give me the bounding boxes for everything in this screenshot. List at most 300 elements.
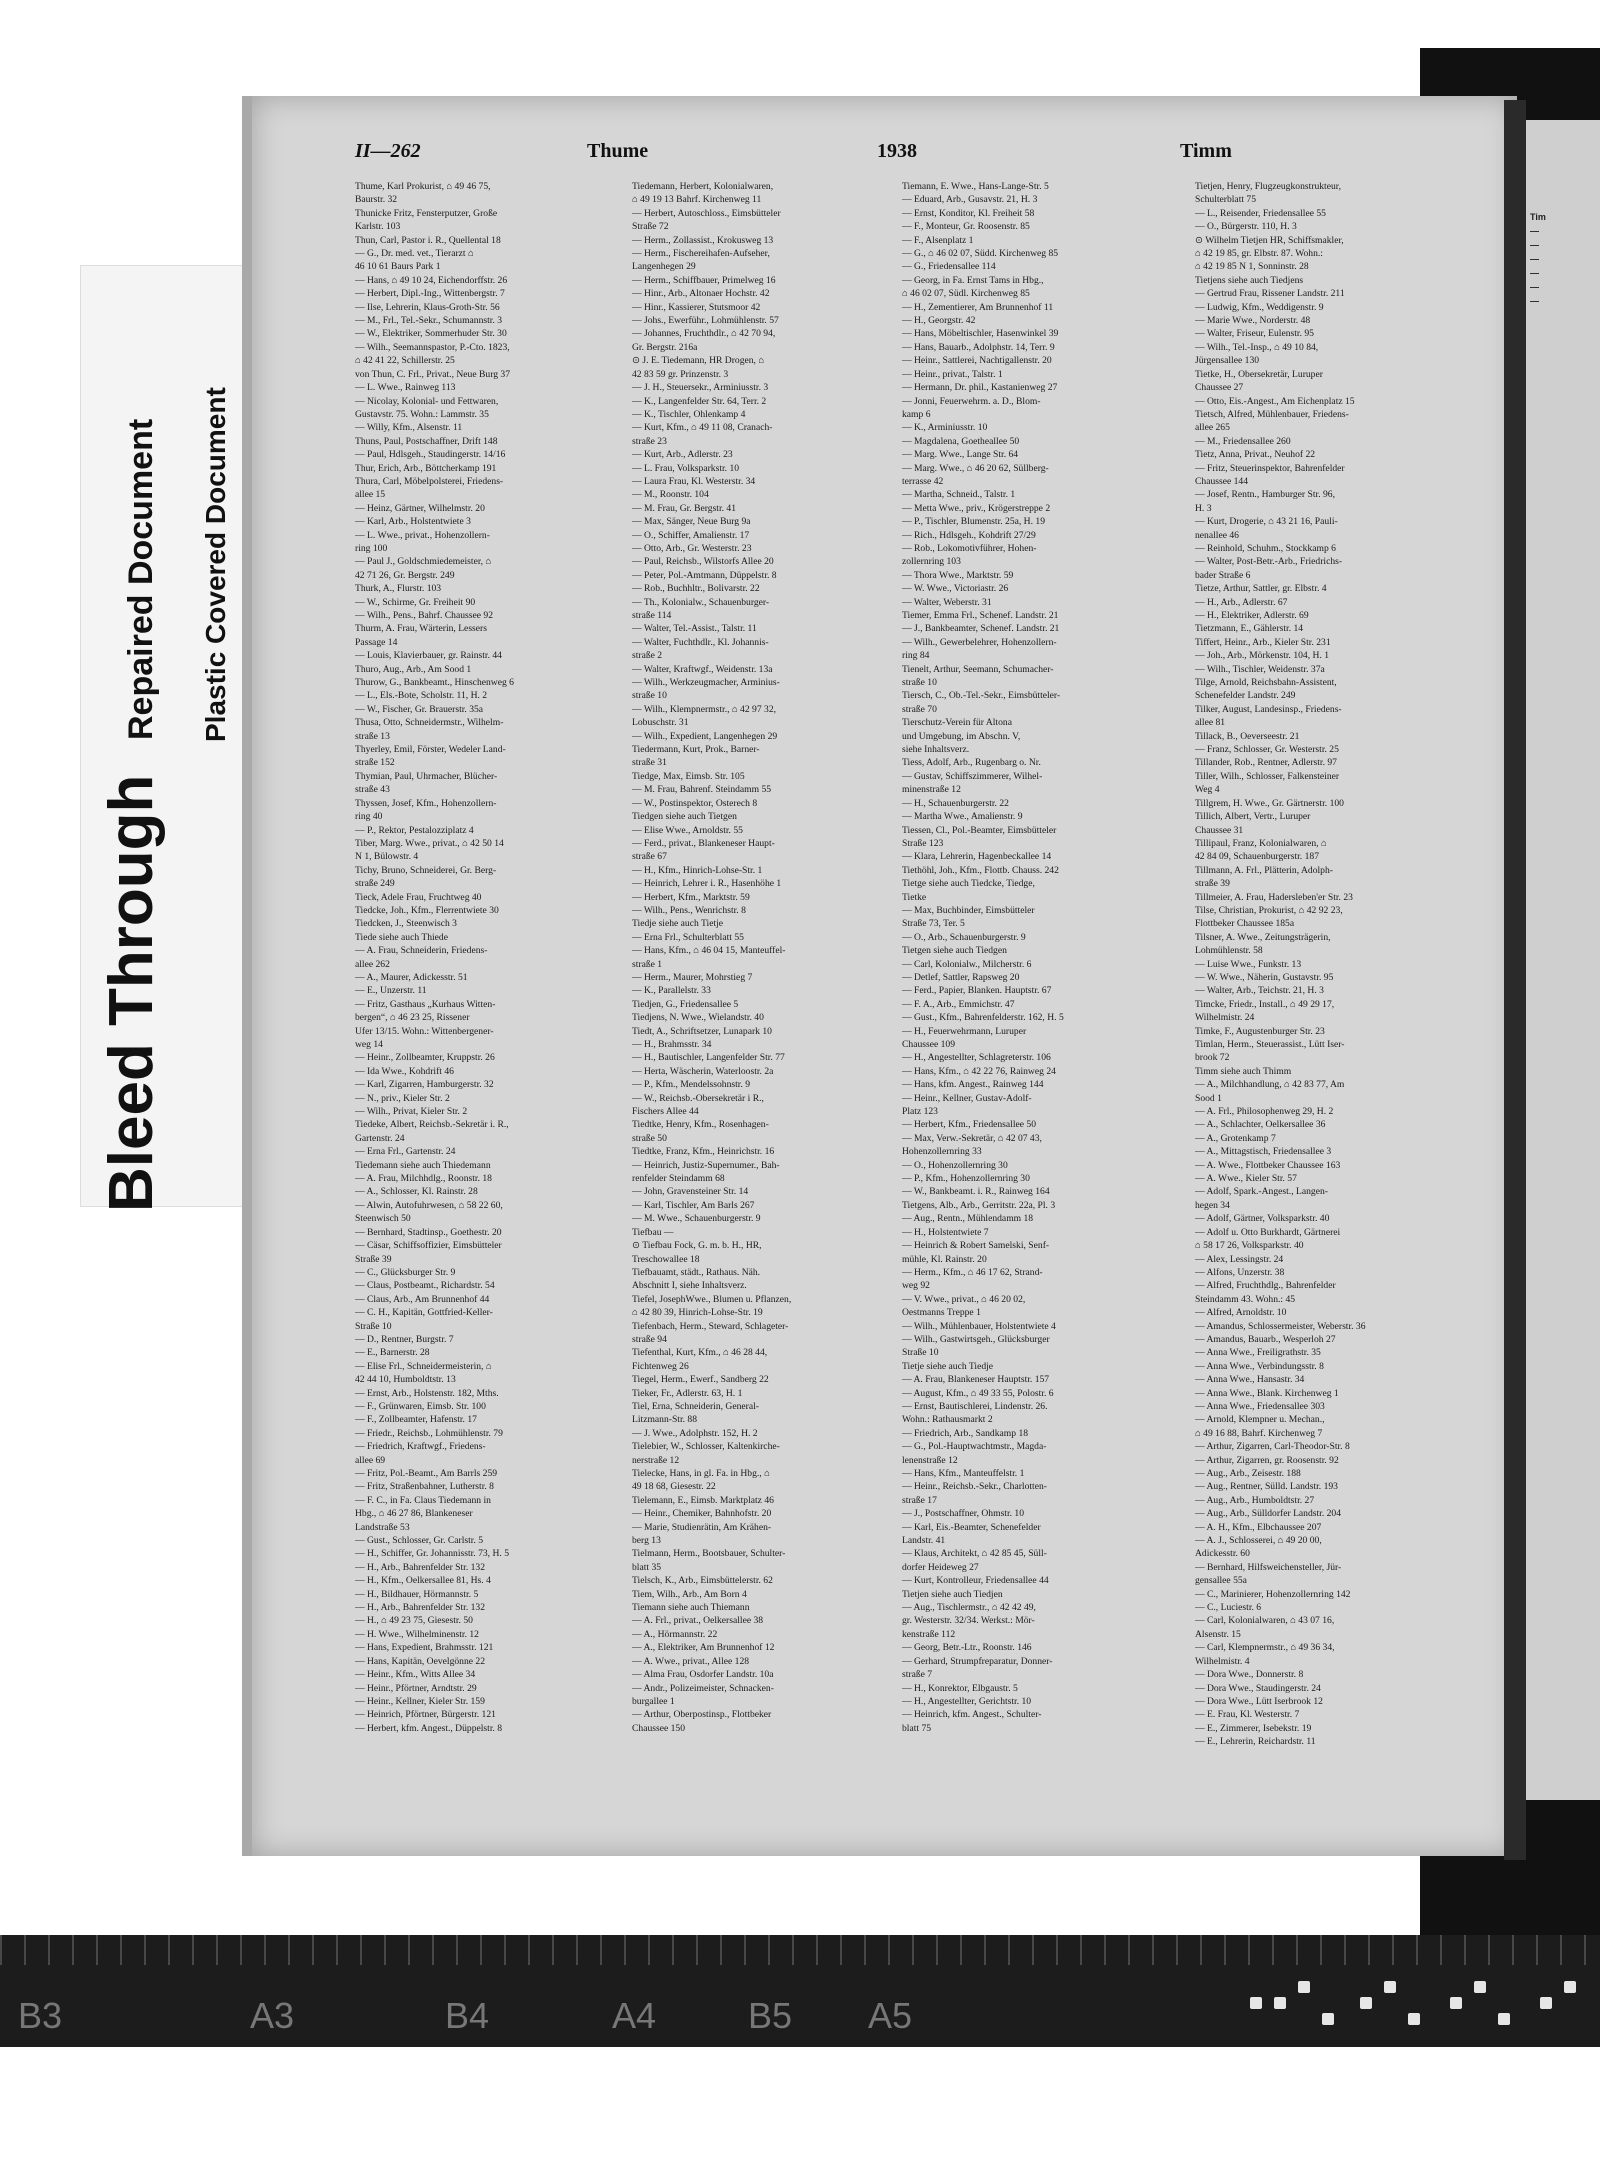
directory-entry: — Claus, Arb., Am Brunnenhof 44 <box>355 1293 490 1305</box>
ruler-label: A5 <box>868 1995 913 2036</box>
directory-entry: Tiedje siehe auch Tietje <box>632 918 724 930</box>
directory-entry: Abschnitt I, siehe Inhaltsverz. <box>632 1280 747 1292</box>
directory-entry: gensallee 55a <box>1195 1575 1247 1587</box>
directory-entry: straße 31 <box>632 757 667 769</box>
directory-entry: — H., Kfm., Hinrich-Lohse-Str. 1 <box>632 864 763 876</box>
directory-entry: — Alfred, Arnoldstr. 10 <box>1195 1307 1287 1319</box>
directory-entry: — P., Tischler, Blumenstr. 25a, H. 19 <box>902 516 1046 528</box>
directory-entry: straße 7 <box>902 1669 933 1681</box>
directory-entry: renfelder Steindamm 68 <box>632 1173 725 1185</box>
directory-entry: Steenwisch 50 <box>355 1213 411 1225</box>
directory-entry: — A., Schlachter, Oelkersallee 36 <box>1195 1119 1326 1131</box>
directory-entry: — Paul, Reichsb., Wilstorfs Allee 20 <box>632 556 774 568</box>
directory-entry: — M., Frl., Tel.-Sekr., Schumannstr. 3 <box>355 315 503 327</box>
ruler-label: A3 <box>250 1995 295 2036</box>
directory-entry: — F. C., in Fa. Claus Tiedemann in <box>355 1494 491 1506</box>
directory-entry: Thurk, A., Flurstr. 103 <box>355 583 442 595</box>
directory-entry: — Ernst, Konditor, Kl. Freiheit 58 <box>902 207 1035 219</box>
directory-entry: — H. Wwe., Wilhelminenstr. 12 <box>355 1628 479 1640</box>
directory-entry: — Kurt, Arb., Adlerstr. 23 <box>632 449 733 461</box>
directory-entry: — Alma Frau, Osdorfer Landstr. 10a <box>632 1669 774 1681</box>
directory-entry: Thyerley, Emil, Förster, Wedeler Land- <box>355 744 506 756</box>
directory-entry: — Heinr., Sattlerei, Nachtigallenstr. 20 <box>902 355 1052 367</box>
directory-entry: Alsenstr. 15 <box>1195 1628 1241 1640</box>
directory-entry: lenenstraße 12 <box>902 1454 958 1466</box>
directory-entry: Tiber, Marg. Wwe., privat., ⌂ 42 50 14 <box>355 837 504 849</box>
directory-entry: hegen 34 <box>1195 1199 1230 1211</box>
directory-entry: — H., Bautischler, Langenfelder Str. 77 <box>632 1052 785 1064</box>
directory-entry: — Hans, Kfm., ⌂ 46 04 15, Manteuffel- <box>632 945 786 957</box>
directory-entry: — Nicolay, Kolonial- und Fettwaren, <box>355 395 499 407</box>
directory-entry: Tiefel, JosephWwe., Blumen u. Pflanzen, <box>632 1293 792 1305</box>
directory-entry: Thura, Carl, Möbelpolsterei, Friedens- <box>355 475 504 487</box>
directory-entry: — Aug., Tischlermstr., ⌂ 42 42 49, <box>902 1602 1036 1614</box>
directory-column-4 <box>1195 180 1485 1790</box>
directory-entry: — F., Alsenplatz 1 <box>902 234 974 246</box>
directory-entry: — Claus, Postbeamt., Richardstr. 54 <box>355 1280 495 1292</box>
directory-entry: — Elise Frl., Schneidermeisterin, ⌂ <box>355 1360 492 1372</box>
directory-entry: — A., Maurer, Adickesstr. 51 <box>355 971 468 983</box>
directory-entry: — H., Holstentwiete 7 <box>902 1226 989 1238</box>
directory-entry: — Gerhard, Strumpfreparatur, Donner- <box>902 1655 1053 1667</box>
directory-entry: straße 23 <box>632 435 667 447</box>
directory-entry: ⌂ 49 16 88, Bahrf. Kirchenweg 7 <box>1195 1427 1323 1439</box>
directory-entry: — W., Schirme, Gr. Freiheit 90 <box>355 596 476 608</box>
directory-entry: — Aug., Arb., Zeisestr. 188 <box>1195 1468 1301 1479</box>
directory-entry: Thume, Karl Prokurist, ⌂ 49 46 75, <box>355 181 491 192</box>
directory-entry: Tiedeke, Albert, Reichsb.-Sekretär i. R., <box>355 1119 509 1131</box>
directory-entry: — A., Schlosser, Kl. Rainstr. 28 <box>355 1186 478 1198</box>
directory-entry: — Wilh., Klempnermstr., ⌂ 42 97 32, <box>632 703 777 715</box>
directory-entry: — Hans, Möbeltischler, Hasenwinkel 39 <box>902 328 1059 340</box>
directory-entry: — Heinrich, Justiz-Supernumer., Bah- <box>632 1159 780 1171</box>
directory-entry: — Walter, Fuchthdlr., Kl. Johannis- <box>632 636 769 648</box>
directory-entry: ⊙ J. E. Tiedemann, HR Drogen, ⌂ <box>632 355 765 367</box>
directory-entry: — C., Glücksburger Str. 9 <box>355 1266 456 1278</box>
directory-entry: — F. A., Arb., Emmichstr. 47 <box>902 998 1015 1010</box>
left-catchword: Thume <box>587 140 649 162</box>
directory-entry: — Fritz, Steuerinspektor, Bahrenfelder <box>1195 462 1345 474</box>
directory-entry: — Rob., Buchhltr., Bolivarstr. 22 <box>632 583 760 595</box>
directory-entry: — Max, Buchbinder, Eimsbütteler <box>902 904 1035 916</box>
directory-entry: 42 83 59 gr. Prinzenstr. 3 <box>632 368 729 380</box>
directory-entry: Thurow, G., Bankbeamt., Hinschenweg 6 <box>355 677 514 689</box>
directory-entry: — Cäsar, Schiffsoffizier, Eimsbütteler <box>355 1240 502 1252</box>
directory-entry: allee 262 <box>355 958 390 970</box>
directory-entry: — Alex, Lessingstr. 24 <box>1195 1253 1284 1265</box>
directory-entry: Tielmann, Herm., Bootsbauer, Schulter- <box>632 1548 786 1560</box>
directory-entry: — H., Schiffer, Gr. Johannisstr. 73, H. 5 <box>355 1548 509 1560</box>
directory-entry: Thunicke Fritz, Fensterputzer, Große <box>355 207 498 219</box>
directory-entry: Tielecke, Hans, in gl. Fa. in Hbg., ⌂ <box>632 1468 770 1479</box>
directory-entry: — Wilh., Gewerbelehrer, Hohenzollern- <box>902 636 1057 648</box>
directory-entry: Chaussee 144 <box>1195 475 1249 487</box>
directory-entry: Tietzmann, E., Gählerstr. 14 <box>1195 623 1304 635</box>
ruler-ticks <box>0 1935 1600 1965</box>
directory-entry: Thur, Erich, Arb., Böttcherkamp 191 <box>355 462 497 474</box>
directory-entry: straße 13 <box>355 730 390 742</box>
directory-entry: — Magdalena, Goetheallee 50 <box>902 435 1020 447</box>
directory-entry: allee 15 <box>355 489 386 501</box>
directory-entry: weg 92 <box>902 1280 930 1292</box>
directory-entry: Jürgensallee 130 <box>1195 355 1260 367</box>
directory-entry: — Karl, Arb., Holstentwiete 3 <box>355 516 471 528</box>
directory-entry: weg 14 <box>355 1039 383 1050</box>
directory-entry: — Josef, Rentn., Hamburger Str. 96, <box>1195 489 1335 501</box>
directory-entry: 42 84 09, Schauenburgerstr. 187 <box>1195 851 1319 863</box>
directory-entry: — Peter, Pol.-Amtmann, Düppelstr. 8 <box>632 569 777 581</box>
directory-entry: — Max, Sänger, Neue Burg 9a <box>632 516 751 528</box>
directory-entry: — Anna Wwe., Friedensallee 303 <box>1195 1400 1325 1412</box>
directory-entry: — Herm., Fischereihafen-Aufseher, <box>632 248 770 260</box>
directory-entry: — Hans, ⌂ 49 10 24, Eichendorffstr. 26 <box>355 274 508 286</box>
directory-entry: 49 18 68, Giesestr. 22 <box>632 1481 716 1493</box>
directory-entry: — A. Frl., privat., Oelkersallee 38 <box>632 1615 764 1627</box>
directory-entry: straße 152 <box>355 757 395 769</box>
directory-entry: — Heinr., Zollbeamter, Kruppstr. 26 <box>355 1052 495 1064</box>
directory-entry: — Reinhold, Schuhm., Stockkamp 6 <box>1195 542 1336 554</box>
directory-entry: — Walter, Arb., Teichstr. 21, H. 3 <box>1195 985 1324 997</box>
directory-entry: — H., Angestellter, Schlagreterstr. 106 <box>902 1052 1051 1064</box>
directory-entry: Thuns, Paul, Postschaffner, Drift 148 <box>355 435 498 447</box>
directory-entry: Timm siehe auch Thimm <box>1195 1065 1292 1077</box>
directory-entry: — Walter, Weberstr. 31 <box>902 596 992 608</box>
directory-entry: — Martha, Schneid., Talstr. 1 <box>902 489 1016 501</box>
directory-entry: — C., Marinierer, Hohenzollernring 142 <box>1195 1588 1351 1600</box>
directory-entry: — Karl, Zigarren, Hamburgerstr. 32 <box>355 1079 494 1091</box>
directory-entry: — Arthur, Oberpostinsp., Flottbeker <box>632 1709 772 1721</box>
directory-entry: Tietje siehe auch Tiedje <box>902 1360 994 1372</box>
directory-entry: — L., Els.-Bote, Scholstr. 11, H. 2 <box>355 690 488 702</box>
directory-entry: — Gustav, Schiffszimmerer, Wilhel- <box>902 770 1043 782</box>
directory-entry: Passage 14 <box>355 636 398 648</box>
directory-entry: — Karl, Tischler, Am Barls 267 <box>632 1199 755 1211</box>
directory-entry: terrasse 42 <box>902 475 944 487</box>
directory-entry: — Andr., Polizeimeister, Schnacken- <box>632 1682 774 1694</box>
directory-entry: Schulterblatt 75 <box>1195 194 1257 206</box>
directory-entry: — W., Postinspektor, Osterech 8 <box>632 797 758 809</box>
directory-entry: Tillgrem, H. Wwe., Gr. Gärtnerstr. 100 <box>1195 797 1344 809</box>
directory-entry: berg 13 <box>632 1535 661 1547</box>
directory-entry: — Klaus, Architekt, ⌂ 42 85 45, Süll- <box>902 1548 1047 1560</box>
directory-entry: allee 81 <box>1195 717 1226 729</box>
directory-entry: — K., Langenfelder Str. 64, Terr. 2 <box>632 395 767 407</box>
directory-entry: 42 71 26, Gr. Bergstr. 249 <box>355 569 455 581</box>
directory-entry: Tiem, Wilh., Arb., Am Born 4 <box>632 1588 747 1600</box>
directory-entry: Tietze, Arthur, Sattler, gr. Elbstr. 4 <box>1195 583 1327 595</box>
directory-entry: — E., Lehrerin, Reichardstr. 11 <box>1195 1736 1316 1748</box>
directory-entry: straße 10 <box>632 690 667 702</box>
directory-entry: straße 43 <box>355 784 390 796</box>
directory-entry: — Erna Frl., Schulterblatt 55 <box>632 931 744 943</box>
directory-entry: — H., Feuerwehrmann, Luruper <box>902 1025 1027 1037</box>
directory-entry: Sood 1 <box>1195 1092 1222 1104</box>
directory-entry: — A. Frau, Milchhdlg., Roonstr. 18 <box>355 1173 492 1185</box>
directory-entry: ⌂ 58 17 26, Volksparkstr. 40 <box>1195 1240 1304 1252</box>
directory-entry: Flottbeker Chaussee 185a <box>1195 918 1295 930</box>
directory-entry: H. 3 <box>1195 502 1212 514</box>
directory-entry: 46 10 61 Baurs Park 1 <box>355 261 441 273</box>
directory-entry: — Ferd., privat., Blankeneser Haupt- <box>632 837 775 849</box>
directory-entry: — Rob., Lokomotivführer, Hohen- <box>902 542 1037 554</box>
directory-entry: Tilse, Christian, Prokurist, ⌂ 42 92 23, <box>1195 904 1343 916</box>
directory-entry: — V. Wwe., privat., ⌂ 46 20 02, <box>902 1293 1026 1305</box>
directory-entry: Karlstr. 103 <box>355 221 401 233</box>
directory-entry: Chaussee 109 <box>902 1039 956 1050</box>
directory-entry: Tieker, Fr., Adlerstr. 63, H. 1 <box>632 1387 743 1399</box>
directory-entry: — Aug., Rentn., Mühlendamm 18 <box>902 1213 1034 1225</box>
directory-entry: Tietjens siehe auch Tiedjens <box>1195 274 1304 286</box>
directory-entry: Tietgen siehe auch Tiedgen <box>902 945 1007 957</box>
directory-entry: — Herm., Schiffbauer, Primelweg 16 <box>632 274 776 286</box>
directory-entry: — Heinrich, Pförtner, Bürgerstr. 121 <box>355 1709 496 1721</box>
directory-entry: zollernring 103 <box>902 556 961 568</box>
directory-entry: — Ludwig, Kfm., Weddigenstr. 9 <box>1195 301 1324 313</box>
directory-entry: — Hans, kfm. Angest., Rainweg 144 <box>902 1079 1044 1091</box>
directory-entry: Tilsner, A. Wwe., Zeitungsträgerin, <box>1195 931 1331 943</box>
directory-entry: Tiefenbach, Herm., Steward, Schlageter- <box>632 1320 789 1332</box>
directory-entry: — Kurt, Drogerie, ⌂ 43 21 16, Pauli- <box>1195 516 1338 528</box>
directory-entry: — A., Grotenkamp 7 <box>1195 1132 1276 1144</box>
directory-entry: — K., Parallelstr. 33 <box>632 985 711 997</box>
directory-entry: — Heinr., Chemiker, Bahnhofstr. 20 <box>632 1508 772 1520</box>
directory-entry: — A. H., Kfm., Elbchaussee 207 <box>1195 1521 1322 1533</box>
directory-entry: — A. Frau, Blankeneser Hauptstr. 157 <box>902 1374 1050 1386</box>
directory-entry: Gustavstr. 75. Wohn.: Lammstr. 35 <box>355 408 489 420</box>
directory-entry: Straße 10 <box>355 1320 392 1332</box>
directory-entry: Tiede siehe auch Thiede <box>355 931 448 943</box>
directory-entry: — Aug., Arb., Sülldorfer Landstr. 204 <box>1195 1508 1342 1520</box>
directory-entry: Tiefenthal, Kurt, Kfm., ⌂ 46 28 44, <box>632 1347 768 1359</box>
directory-entry: Straße 10 <box>902 1347 939 1359</box>
directory-entry: — Gust., Kfm., Bahrenfelderstr. 162, H. 5 <box>902 1012 1064 1024</box>
directory-entry: — Adolf, Gärtner, Volksparkstr. 40 <box>1195 1213 1330 1225</box>
directory-entry: Thymian, Paul, Uhrmacher, Blücher- <box>355 770 498 782</box>
directory-entry: — Heinrich, kfm. Angest., Schulter- <box>902 1709 1042 1721</box>
directory-entry: — Anna Wwe., Verbindungsstr. 8 <box>1195 1360 1324 1372</box>
directory-entry: — Th., Kolonialw., Schauenburger- <box>632 596 770 608</box>
directory-entry: straße 94 <box>632 1333 667 1345</box>
directory-entry: — Amandus, Bauarb., Wesperloh 27 <box>1195 1333 1336 1345</box>
directory-entry: — August, Kfm., ⌂ 49 33 55, Polostr. 6 <box>902 1387 1054 1399</box>
directory-entry: Tiedgen siehe auch Tietgen <box>632 811 737 823</box>
directory-entry: — Thora Wwe., Marktstr. 59 <box>902 569 1014 581</box>
directory-entry: Tiemann siehe auch Thiemann <box>632 1602 750 1614</box>
directory-entry: Tiedjen, G., Friedensallee 5 <box>632 998 739 1010</box>
directory-entry: — Walter, Kraftwgf., Weidenstr. 13a <box>632 663 773 675</box>
directory-entry: Platz 123 <box>902 1106 938 1118</box>
directory-entry: Tiemann, E. Wwe., Hans-Lange-Str. 5 <box>902 181 1049 192</box>
page-number: II—262 <box>355 140 421 162</box>
directory-entry: — L. Frau, Volksparkstr. 10 <box>632 462 740 474</box>
directory-entry: — L. Wwe., Rainweg 113 <box>355 382 456 394</box>
directory-entry: — F., Grünwaren, Eimsb. Str. 100 <box>355 1400 486 1412</box>
directory-entry: — H., Georgstr. 42 <box>902 315 976 327</box>
directory-entry: Chaussee 150 <box>632 1722 686 1734</box>
directory-entry: — Marie Wwe., Norderstr. 48 <box>1195 315 1311 327</box>
directory-entry: — Aug., Rentner, Sülld. Landstr. 193 <box>1195 1481 1338 1493</box>
directory-entry: Ufer 13/15. Wohn.: Wittenbergener- <box>355 1025 494 1037</box>
directory-entry: — Max, Verw.-Sekretär, ⌂ 42 07 43, <box>902 1132 1042 1144</box>
directory-entry: — L., Reisender, Friedensallee 55 <box>1195 207 1326 219</box>
directory-entry: Tillander, Rob., Rentner, Adlerstr. 97 <box>1195 757 1337 769</box>
directory-entry: Landstraße 53 <box>355 1521 410 1533</box>
directory-entry: — A., Mittagstisch, Friedensallee 3 <box>1195 1146 1332 1158</box>
directory-entry: Langenhegen 29 <box>632 261 696 273</box>
directory-entry: Tiemer, Emma Frl., Schenef. Landstr. 21 <box>902 610 1059 621</box>
ruler-label: B5 <box>748 1995 793 2036</box>
directory-entry: Thusa, Otto, Schneidermstr., Wilhelm- <box>355 717 504 729</box>
ruler-label: B4 <box>445 1995 490 2036</box>
directory-entry: — J., Bankbeamter, Schenef. Landstr. 21 <box>902 623 1060 635</box>
directory-entry: — Hinr., Arb., Altonaer Hochstr. 42 <box>632 288 770 300</box>
directory-entry: — M., Roonstr. 104 <box>632 489 709 501</box>
directory-entry: Tiethöhl, Joh., Kfm., Flottb. Chauss. 242 <box>902 864 1059 876</box>
directory-entry: — O., Bürgerstr. 110, H. 3 <box>1195 221 1297 233</box>
directory-entry: — H., Elektriker, Adlerstr. 69 <box>1195 610 1309 621</box>
directory-entry: Tiedemann, Herbert, Kolonialwaren, <box>632 181 774 192</box>
directory-entry: Tillack, B., Oeverseestr. 21 <box>1195 730 1300 742</box>
directory-entry: Tiedcken, J., Steenwisch 3 <box>355 918 457 930</box>
directory-entry: — Walter, Friseur, Eulenstr. 95 <box>1195 328 1314 340</box>
directory-entry: — Wilh., Expedient, Langenhegen 29 <box>632 730 778 742</box>
directory-entry: — Amandus, Schlossermeister, Weberstr. 36 <box>1195 1320 1366 1332</box>
directory-entry: Straße 72 <box>632 221 669 233</box>
directory-entry: — Otto, Eis.-Angest., Am Eichenplatz 15 <box>1195 395 1355 407</box>
directory-entry: — H., Schauenburgerstr. 22 <box>902 797 1009 809</box>
directory-entry: — Heinr., Kellner, Kieler Str. 159 <box>355 1695 485 1707</box>
directory-entry: — E., Barnerstr. 28 <box>355 1347 430 1359</box>
directory-entry: Thuro, Aug., Arb., Am Sood 1 <box>355 663 472 675</box>
directory-entry: — Carl, Klempnermstr., ⌂ 49 36 34, <box>1195 1642 1335 1654</box>
directory-entry: gr. Westerstr. 32/34. Werkst.: Mör- <box>902 1615 1035 1627</box>
directory-entry: — Marie, Studienrätin, Am Krähen- <box>632 1521 772 1533</box>
directory-entry: — E. Frau, Kl. Westerstr. 7 <box>1195 1709 1300 1721</box>
directory-entry: Tietgens, Alb., Arb., Gerritstr. 22a, Pl. 3 <box>902 1199 1056 1211</box>
directory-entry: ring 40 <box>355 811 383 823</box>
directory-entry: minenstraße 12 <box>902 784 961 796</box>
directory-entry: — W., Reichsb.-Obersekretär i R., <box>632 1092 764 1104</box>
directory-entry: Gr. Bergstr. 216a <box>632 341 698 353</box>
directory-entry: — Ferd., Papier, Blanken. Hauptstr. 67 <box>902 985 1052 997</box>
directory-entry: — Arnold, Klempner u. Mechan., <box>1195 1414 1325 1426</box>
directory-entry: — G., ⌂ 46 02 07, Südd. Kirchenweg 85 <box>902 248 1059 260</box>
directory-entry: — J., Postschaffner, Ohmstr. 10 <box>902 1508 1025 1520</box>
directory-entry: — Wilh., Tischler, Weidenstr. 37a <box>1195 663 1325 675</box>
directory-entry: blatt 75 <box>902 1722 932 1734</box>
directory-entry: — W. Wwe., Näherin, Gustavstr. 95 <box>1195 971 1334 983</box>
directory-entry: — Walter, Post-Betr.-Arb., Friedrichs- <box>1195 556 1343 568</box>
directory-entry: — Ida Wwe., Kohdrift 46 <box>355 1065 454 1077</box>
directory-entry: — H., Arb., Bahrenfelder Str. 132 <box>355 1602 486 1614</box>
directory-entry: — Adolf, Spark.-Angest., Langen- <box>1195 1186 1328 1198</box>
ruler-label: B3 <box>18 1995 63 2036</box>
directory-entry: Timcke, Friedr., Install., ⌂ 49 29 17, <box>1195 998 1335 1010</box>
book-gutter <box>1504 100 1526 1860</box>
directory-entry: — Georg, in Fa. Ernst Tams in Hbg., <box>902 274 1044 286</box>
directory-column-2 <box>632 180 910 1790</box>
directory-entry: — Wilh., Pens., Bahrf. Chaussee 92 <box>355 610 493 621</box>
directory-entry: — Martha Wwe., Amalienstr. 9 <box>902 811 1023 823</box>
directory-entry: Oestmanns Treppe 1 <box>902 1307 981 1319</box>
directory-entry: — Rich., Hdlsgeh., Kohdrift 27/29 <box>902 529 1036 541</box>
directory-entry: — Kurt, Kontrolleur, Friedensallee 44 <box>902 1575 1049 1587</box>
directory-entry: — A. Wwe., Kieler Str. 57 <box>1195 1173 1297 1185</box>
directory-entry: — Gust., Schlosser, Gr. Carlstr. 5 <box>355 1535 484 1547</box>
directory-entry: ⌂ 46 02 07, Südl. Kirchenweg 85 <box>902 288 1030 300</box>
directory-column-1 <box>355 180 633 1790</box>
directory-entry: Tiefbau — <box>632 1226 674 1238</box>
directory-entry: — F., Monteur, Gr. Roosenstr. 85 <box>902 221 1030 233</box>
directory-entry: straße 67 <box>632 851 667 863</box>
directory-entry: — Elise Wwe., Arnoldstr. 55 <box>632 824 743 836</box>
directory-entry: — P., Kfm., Hohenzollernring 30 <box>902 1173 1030 1185</box>
directory-entry: Fichtenweg 26 <box>632 1360 689 1372</box>
directory-entry: Adickesstr. 60 <box>1195 1548 1250 1560</box>
microfilm-ruler <box>0 1935 1600 2047</box>
directory-entry: — Hinr., Kassierer, Stutsmoor 42 <box>632 301 761 313</box>
directory-entry: Tiel, Erna, Schneiderin, General- <box>632 1400 759 1412</box>
directory-entry: allee 265 <box>1195 422 1230 434</box>
directory-entry: burgallee 1 <box>632 1695 675 1707</box>
directory-entry: Thun, Carl, Pastor i. R., Quellental 18 <box>355 234 501 246</box>
directory-entry: Tiedtke, Henry, Kfm., Rosenhagen- <box>632 1119 769 1131</box>
directory-entry: — Heinr., Reichsb.-Sekr., Charlotten- <box>902 1481 1047 1493</box>
directory-entry: — A. Frl., Philosophenweg 29, H. 2 <box>1195 1106 1334 1118</box>
directory-entry: — Alfred, Fruchthdlg., Bahrenfelder <box>1195 1280 1336 1292</box>
directory-entry: — M. Frau, Gr. Bergstr. 41 <box>632 502 737 514</box>
directory-entry: — H., Arb., Adlerstr. 67 <box>1195 596 1288 608</box>
directory-entry: — M. Wwe., Schauenburgerstr. 9 <box>632 1213 761 1225</box>
directory-entry: von Thun, C. Frl., Privat., Neue Burg 37 <box>355 368 511 380</box>
directory-entry: ⌂ 42 80 39, Hinrich-Lohse-Str. 19 <box>632 1307 763 1319</box>
directory-entry: — Herm., Maurer, Mohrstieg 7 <box>632 971 753 983</box>
directory-entry: — H., Kfm., Oelkersallee 81, Hs. 4 <box>355 1575 491 1587</box>
directory-entry: — G., Dr. med. vet., Tierarzt ⌂ <box>355 248 474 260</box>
directory-entry: — Franz, Schlosser, Gr. Westerstr. 25 <box>1195 744 1339 756</box>
directory-entry: Straße 123 <box>902 837 944 849</box>
directory-entry: — Arthur, Zigarren, gr. Roosenstr. 92 <box>1195 1454 1339 1466</box>
directory-entry: Tietge siehe auch Tiedcke, Tiedge, <box>902 878 1035 890</box>
directory-entry: Tiess, Adolf, Arb., Rugenbarg o. Nr. <box>902 757 1041 769</box>
directory-entry: Wilhelmistr. 4 <box>1195 1655 1250 1667</box>
directory-entry: — Heinr., Kfm., Witts Allee 34 <box>355 1669 476 1681</box>
directory-entry: — Wilh., Gastwirtsgeh., Glücksburger <box>902 1333 1050 1345</box>
directory-entry: — Detlef, Sattler, Rapsweg 20 <box>902 971 1020 983</box>
directory-entry: Tiedtke, Franz, Kfm., Heinrichstr. 16 <box>632 1146 775 1158</box>
directory-entry: — W., Fischer, Gr. Brauerstr. 35a <box>355 703 484 715</box>
directory-entry: Tiedcke, Joh., Kfm., Flerrentwiete 30 <box>355 904 499 916</box>
directory-entry: — Anna Wwe., Freiligrathstr. 35 <box>1195 1347 1321 1359</box>
directory-entry: — Wilh., Tel.-Insp., ⌂ 49 10 84, <box>1195 341 1319 353</box>
directory-entry: Landstr. 41 <box>902 1535 946 1547</box>
directory-entry: — Dora Wwe., Staudingerstr. 24 <box>1195 1682 1321 1694</box>
directory-entry: — Georg, Betr.-Ltr., Roonstr. 146 <box>902 1642 1032 1654</box>
directory-entry: Tietjen, Henry, Flugzeugkonstrukteur, <box>1195 181 1341 192</box>
directory-entry: — Heinz, Gärtner, Wilhelmstr. 20 <box>355 502 485 514</box>
directory-entry: straße 2 <box>632 650 663 662</box>
directory-entry: — Hermann, Dr. phil., Kastanienweg 27 <box>902 382 1058 394</box>
directory-entry: — O., Arb., Schauenburgerstr. 9 <box>902 931 1026 943</box>
directory-entry: — E., Unzerstr. 11 <box>355 985 427 997</box>
directory-entry: — Heinr., Pförtner, Arndtstr. 29 <box>355 1682 477 1694</box>
directory-entry: — Fritz, Gasthaus „Kurhaus Witten- <box>355 998 496 1010</box>
directory-entry: — H., Zementierer, Am Brunnenhof 11 <box>902 301 1054 313</box>
directory-entry: — M. Frau, Bahrenf. Steindamm 55 <box>632 784 772 796</box>
directory-entry: Tiegel, Herm., Ewerf., Sandberg 22 <box>632 1374 769 1386</box>
directory-entry: — Hans, Bauarb., Adolphstr. 14, Terr. 9 <box>902 341 1055 353</box>
directory-entry: Tiedermann, Kurt, Prok., Barner- <box>632 744 760 756</box>
